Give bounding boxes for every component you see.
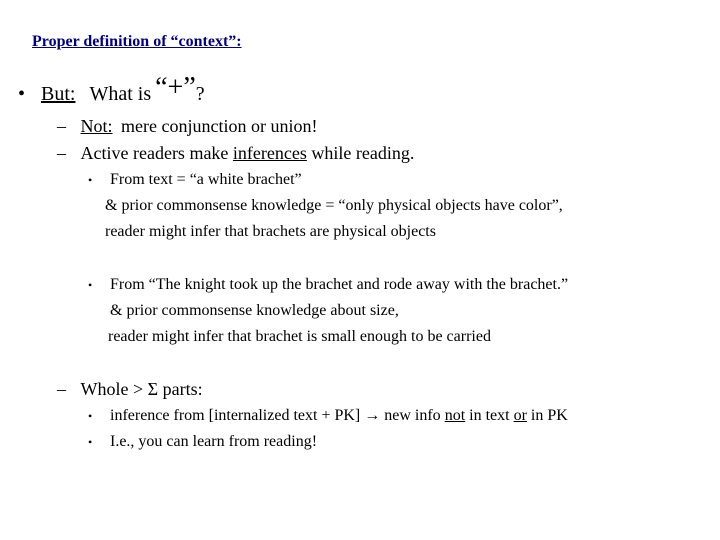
example-knight-line2: & prior commonsense knowledge about size, bbox=[110, 302, 399, 319]
bullet-but bbox=[18, 72, 205, 108]
example-inference bbox=[88, 407, 568, 425]
but-label: But: bbox=[41, 83, 76, 105]
slide-title: Proper definition of “context”: bbox=[32, 33, 242, 50]
example-brachet-color-line2: & prior commonsense knowledge = “only physical objects have color”, bbox=[105, 197, 563, 214]
dash-marker: – bbox=[57, 143, 66, 163]
sub-not bbox=[57, 116, 317, 137]
example-learn bbox=[88, 433, 317, 451]
learn-text: I.e., you can learn from reading! bbox=[110, 433, 318, 450]
in-pk-word: in PK bbox=[530, 407, 568, 424]
example-brachet-color-line3: reader might infer that brachets are physical objects bbox=[105, 223, 436, 240]
new-info-text: new info bbox=[384, 407, 441, 424]
dash-marker: – bbox=[57, 379, 66, 399]
sub-whole-parts bbox=[57, 379, 203, 400]
not-label: Not: bbox=[80, 116, 113, 136]
plus-quote: “+” bbox=[155, 72, 196, 103]
bullet-marker: • bbox=[88, 278, 93, 292]
in-text-word: in text bbox=[469, 407, 510, 424]
active-readers-text: Active readers make bbox=[80, 143, 229, 163]
dash-marker: – bbox=[57, 116, 66, 136]
example-brachet-color-line1 bbox=[88, 171, 302, 189]
not-word: not bbox=[444, 407, 466, 424]
bullet-marker: • bbox=[88, 173, 93, 187]
question-mark: ? bbox=[195, 83, 205, 105]
example-knight-line1 bbox=[88, 276, 568, 294]
what-is-text: What is bbox=[89, 83, 152, 105]
not-text: mere conjunction or union! bbox=[121, 116, 318, 136]
example-knight-line3: reader might infer that brachet is small enough to be carried bbox=[108, 328, 491, 345]
or-word: or bbox=[513, 407, 527, 424]
example-text: From text = “a white brachet” bbox=[110, 171, 302, 188]
arrow-right-icon: → bbox=[364, 407, 381, 424]
bullet-marker: • bbox=[88, 435, 93, 449]
while-reading-text: while reading. bbox=[311, 143, 415, 163]
bullet-marker: • bbox=[18, 83, 26, 105]
bullet-marker: • bbox=[88, 409, 93, 423]
inferences-word: inferences bbox=[232, 143, 307, 163]
whole-parts-text: Whole > Σ parts: bbox=[80, 379, 203, 399]
inference-text: inference from [internalized text + PK] bbox=[110, 407, 361, 424]
example-text: From “The knight took up the brachet and rode away with the brachet.” bbox=[110, 276, 569, 293]
sub-active-readers bbox=[57, 143, 414, 164]
